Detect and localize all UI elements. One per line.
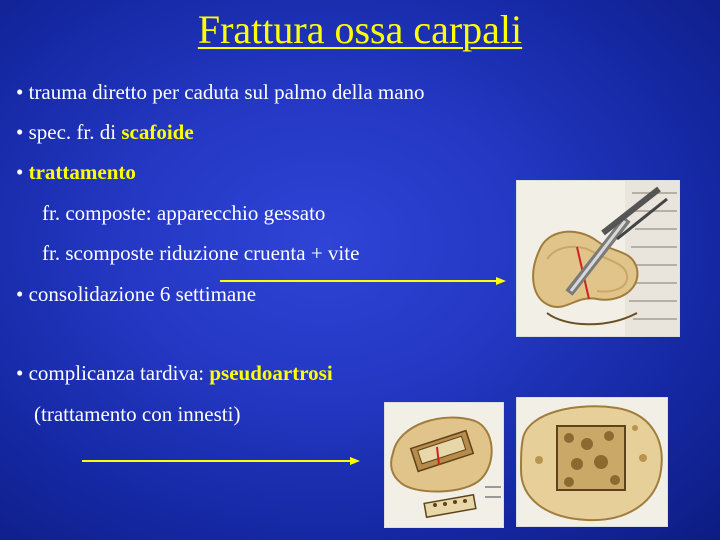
bullet-marker: • <box>16 361 24 385</box>
scaphoid-screw-illustration <box>516 180 680 337</box>
bullet-emphasis: scafoide <box>121 120 194 144</box>
bone-graft-illustration <box>384 402 504 528</box>
bullet-marker: • <box>16 160 24 184</box>
arrow-to-screw-image <box>220 274 510 288</box>
subitem-scomposte: fr. scomposte riduzione cruenta + vite <box>42 241 360 265</box>
bullet-marker: • <box>16 80 24 104</box>
slide-title: Frattura ossa carpali <box>197 7 523 52</box>
bullet-text: trauma diretto per caduta sul palmo della mano <box>28 80 425 104</box>
bullet-text: spec. fr. di <box>28 120 122 144</box>
bullet-marker: • <box>16 120 24 144</box>
bullet-text: complicanza tardiva: <box>28 361 210 385</box>
subitem-innesti: (trattamento con innesti) <box>34 402 241 426</box>
bullet-complicanza <box>16 361 333 386</box>
bullet-emphasis: pseudoartrosi <box>209 361 333 385</box>
bullet-emphasis: trattamento <box>28 160 136 184</box>
bullet-trattamento <box>16 160 136 185</box>
subitem-composte: fr. composte: apparecchio gessato <box>42 201 326 225</box>
graft-cavity-illustration <box>516 397 668 527</box>
arrow-to-graft-images <box>82 454 364 468</box>
bullet-marker: • <box>16 282 24 306</box>
bullet-trauma <box>16 80 425 105</box>
bullet-scafoide <box>16 120 194 145</box>
bullet-text: consolidazione 6 settimane <box>28 282 257 306</box>
